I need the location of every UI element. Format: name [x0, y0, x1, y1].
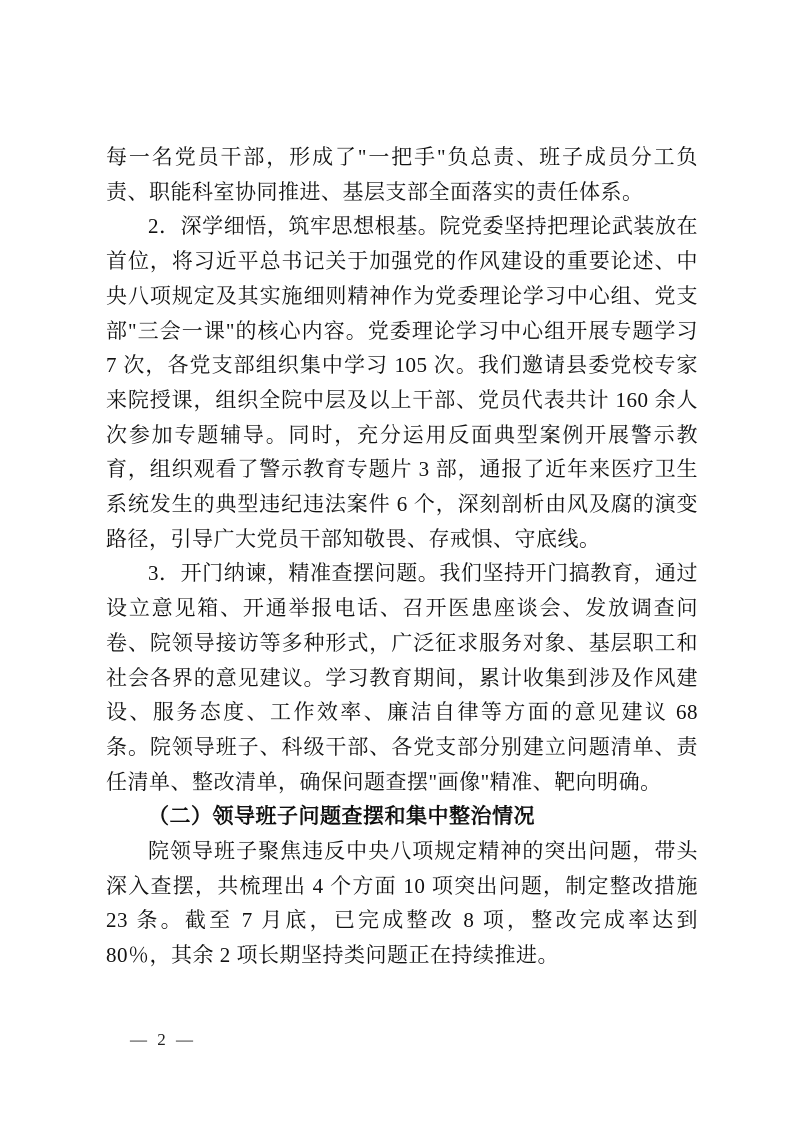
section-heading-leadership-rectification: （二）领导班子问题查摆和集中整治情况	[148, 804, 535, 829]
paragraph-feedback-section-3: 3．开门纳谏，精准查摆问题。我们坚持开门搞教育，通过设立意见箱、开通举报电话、召开医患座谈会、发放调查问卷、院领导接访等多种形式，广泛征求服务对象、基层职工和社会各界的意见建议。学习教育期间，累计收集到涉及作风建设、服务态度、工作效率、廉洁自律等方面的意见建议 68 条。院领导班子、科级干部、各党支部分别建立问题清单、责任清单、整改清单，确保问题查摆"画像"精准、靶向明确。	[106, 561, 698, 794]
paragraph-responsibility-system: 每一名党员干部，形成了"一把手"负总责、班子成员分工负责、职能科室协同推进、基层支部全面落实的责任体系。	[106, 145, 698, 204]
page-number: — 2 —	[130, 1030, 196, 1049]
document-body	[106, 140, 698, 973]
paragraph-rectification-progress: 院领导班子聚焦违反中央八项规定精神的突出问题，带头深入查摆，共梳理出 4 个方面 10 项突出问题，制定整改措施 23 条。截至 7 月底，已完成整改 8 项，整改完成率达到 80％，其余 2 项长期坚持类问题正在持续推进。	[106, 839, 698, 968]
paragraph-study-section-2: 2．深学细悟，筑牢思想根基。院党委坚持把理论武装放在首位，将习近平总书记关于加强党的作风建设的重要论述、中央八项规定及其实施细则精神作为党委理论学习中心组、党支部"三会一课"的核心内容。党委理论学习中心组开展专题学习 7 次，各党支部组织集中学习 105 次。我们邀请县委党校专家来院授课，组织全院中层及以上干部、党员代表共计 160 余人次参加专题辅导。同时，充分运用反面典型案例开展警示教育，组织观看了警示教育专题片 3 部，通报了近年来医疗卫生系统发生的典型违纪违法案件 6 个，深刻剖析由风及腐的演变路径，引导广大党员干部知敬畏、存戒惧、守底线。	[106, 214, 698, 551]
